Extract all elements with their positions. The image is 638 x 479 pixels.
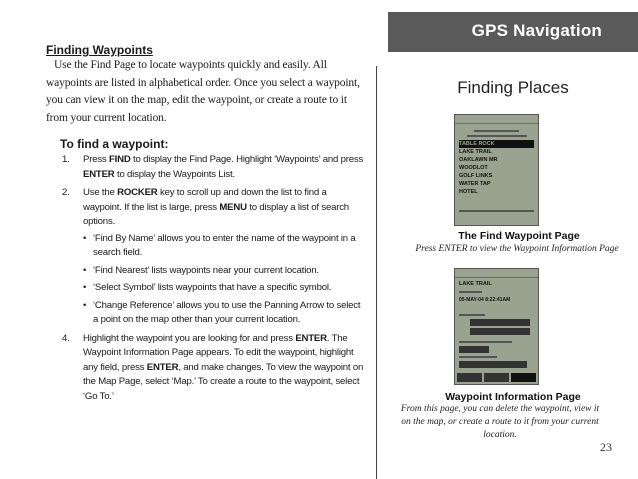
step-text: . The Waypoint Information Page appears. To edit the waypoint, highlight any field, press [83,332,354,373]
screen-footer-line [459,210,534,212]
waypoint-date: 05-MAY-04 8:22:41AM [459,297,511,303]
places-title: Finding Places [457,78,569,97]
step-text: to display the Waypoints List. [114,168,235,180]
delete-button-graphic [457,373,482,382]
key-name: FIND [109,154,131,165]
bullet-icon: • [83,264,87,276]
screen-list [459,127,534,215]
bullet-text: ‘Find Nearest’ lists waypoints near your current location. [93,264,319,276]
step-number: 2. [62,187,70,198]
steps-list [46,153,366,404]
status-bar [455,269,538,278]
screen-buttons [457,373,536,382]
field-label-line [459,314,485,316]
step-item [46,153,366,182]
screen-row: WATER TAP [459,181,491,187]
search-options-list [83,232,366,328]
bullet-text: ‘Change Reference’ allows you to use the Panning Arrow to select a point on the map other than your current location. [93,299,361,325]
field-label-line [459,356,497,358]
caption1-title: The Find Waypoint Page [458,230,580,242]
step-text: Highlight the waypoint you are looking for and press [83,332,296,344]
bullet-item [83,281,366,296]
bullet-item [83,299,366,328]
distance-value [459,361,527,368]
bullet-icon: • [83,282,87,293]
key-name: MENU [219,201,247,213]
bullet-icon: • [83,232,87,244]
section-tab [388,12,638,52]
step-text: , and make changes. To view the waypoint on the Map Page, select ‘Map.’ To create a route to the waypoint, select ‘Go To.’ [83,361,364,402]
screen-row-selected: TABLE ROCK [459,140,534,148]
key-name: ENTER [295,332,327,344]
coord-line [470,328,530,335]
step-item [46,186,366,328]
intro-paragraph: Use the Find Page to locate waypoints quickly and easily. All waypoints are listed in alphabetical order. Once you select a waypoint, you can view it on the map, edit the waypoint, or create a route to it from your current location. [46,59,360,124]
caption2-text: From this page, you can delete the waypoint, view it on the map, or create a route to it from your current location. [400,404,600,440]
step-number: 4. [62,332,70,344]
step-text: to display the Find Page. Highlight ‘Waypoints’ and press [130,154,364,165]
field-label-line [459,291,482,293]
screen-row: LAKE TRAIL [459,149,492,155]
screen-row: HOTEL [459,189,478,195]
caption2-title: Waypoint Information Page [445,391,581,403]
bullet-text: ‘Find By Name’ allows you to enter the name of the waypoint in a search field. [93,232,356,258]
step-text: Press [83,154,109,165]
screen-row: WOODLOT [459,165,488,171]
find-waypoint-screenshot [454,114,539,226]
waypoint-info-screenshot [454,268,539,385]
screen-header-line [474,130,519,132]
bullet-icon: • [83,299,87,311]
screen-row: OAKLAWN MR [459,157,498,163]
step-text: key to scroll up and down the list to find a waypoint. If the list is large, press [83,187,327,213]
goto-button-graphic [511,373,536,382]
status-bar [455,115,538,124]
field-label-line [459,341,512,343]
bullet-text: ‘Select Symbol’ lists waypoints that have a specific symbol. [93,282,332,293]
waypoint-name: LAKE TRAIL [459,281,492,287]
map-button-graphic [484,373,509,382]
elevation-value [459,346,489,353]
key-name: ENTER [146,361,179,373]
section-heading: Finding Waypoints [46,43,153,57]
coord-line [470,319,530,326]
screen-row: GOLF LINKS [459,173,493,179]
step-text: Use the [83,187,118,198]
column-divider [376,66,377,479]
step-number: 1. [62,154,70,165]
section-title: GPS Navigation [471,21,602,40]
screen-header-line [467,135,527,137]
key-name: ENTER [83,168,115,180]
left-column [46,43,366,408]
key-name: ROCKER [117,187,158,198]
step-text: to display a list of search options. [83,201,349,227]
bullet-item [83,232,366,261]
screen-fields [459,280,534,370]
caption1-text: Press ENTER to view the Waypoint Information Page [415,244,619,254]
step-item [46,332,366,405]
procedure-heading: To find a waypoint: [60,137,169,151]
bullet-item [83,264,366,279]
page-number: 23 [600,440,612,454]
